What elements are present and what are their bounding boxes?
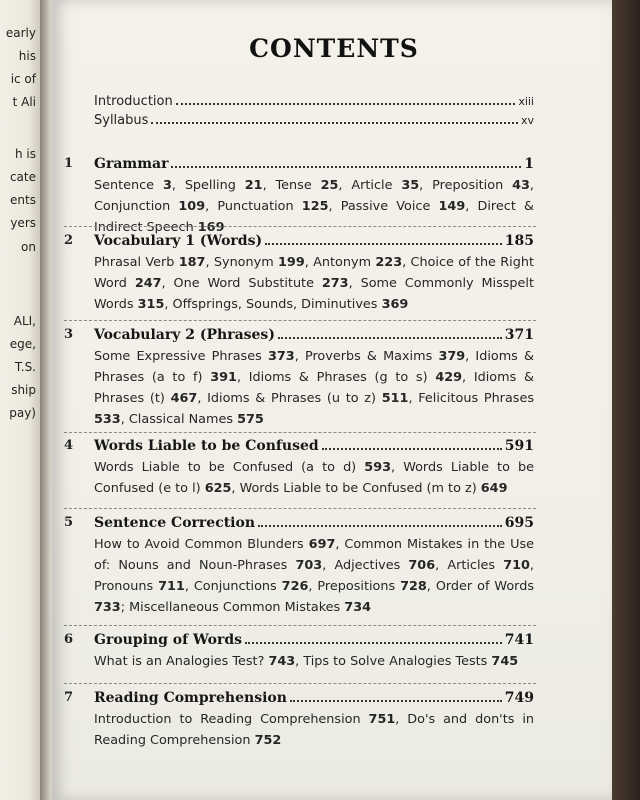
chapter-6 (64, 632, 534, 672)
chapter-7 (64, 690, 534, 751)
left-fragment: ship (11, 383, 36, 397)
chapter-3 (64, 327, 534, 430)
topic-entry (276, 178, 339, 193)
topic-entry (94, 199, 205, 214)
topic-page: 593 (364, 460, 392, 475)
topic-entry (94, 460, 391, 475)
chapter-topics: Phrasal Verb 187, Synonym 199, Antonym 223, Choice of the Right Word 247, One Word Substitute 273, Some Commonly Misspelt Words 315, Offsprings, Sounds, Diminutives 369 (94, 255, 534, 312)
chapter-topics: Words Liable to be Confused (a to d) 593, Words Liable to be Confused (e to l) 625, Words Liable to be Confused (m to z) 649 (94, 460, 535, 496)
chapter-topics: How to Avoid Common Blunders 697, Common Mistakes in the Use of: Nouns and Noun-Phrases 703, Adjectives 706, Articles 710, Pronouns 711, Conjunctions 726, Prepositions 728, Order of Words 733; Miscellaneous Common Mistakes 734 (94, 537, 534, 615)
topic-title: Idioms & Phrases (u to z) (207, 391, 376, 406)
chapter-heading (94, 438, 534, 454)
topic-entry (94, 537, 335, 552)
topic-title: Proverbs & Maxims (304, 349, 433, 364)
chapter-heading (94, 327, 534, 343)
topic-entry (217, 199, 328, 214)
topic-page: 25 (320, 178, 339, 193)
topic-page: 751 (368, 712, 396, 727)
topic-title: Classical Names (128, 412, 234, 427)
topic-title: Choice of the Right Word (94, 255, 534, 291)
topic-title: Tense (275, 178, 312, 193)
chapter-page: 591 (504, 438, 534, 454)
topic-title: Words Liable to be Confused (m to z) (239, 481, 477, 496)
topic-page: 315 (137, 297, 165, 312)
chapter-title: Vocabulary 1 (Words) (94, 233, 263, 249)
left-fragment: ALI, (13, 314, 36, 328)
left-fragment: h is (14, 147, 36, 161)
dot-leader (176, 102, 516, 105)
topic-page: 169 (197, 220, 225, 235)
chapter-topics: Sentence 3, Spelling 21, Tense 25, Article 35, Preposition 43, Conjunction 109, Punctuation 125, Passive Voice 149, Direct & Indirect Speech 169 (94, 178, 534, 235)
left-fragment: on (21, 240, 36, 254)
chapter-title: Vocabulary 2 (Phrases) (94, 327, 275, 343)
chapter-title: Grammar (94, 156, 169, 172)
topic-title: Sentence (94, 178, 155, 193)
topic-title: Common Mistakes in the Use of: Nouns and Noun-Phrases (94, 537, 534, 573)
chapter-heading (94, 156, 534, 172)
topic-page: 109 (178, 199, 206, 214)
chapter-page: 185 (504, 233, 534, 249)
topic-page: 575 (237, 412, 264, 427)
topic-page: 728 (400, 579, 427, 594)
topic-entry (207, 391, 408, 406)
topic-page: 733 (94, 600, 121, 615)
dot-leader (151, 121, 518, 124)
divider (64, 226, 536, 228)
chapter-number: 6 (64, 632, 74, 647)
left-fragment: pay) (9, 406, 36, 420)
chapter-page: 749 (504, 690, 534, 706)
page-title: CONTENTS (249, 34, 419, 63)
left-fragment: ic of (10, 72, 36, 86)
topic-title: Conjunctions (193, 579, 277, 594)
intro-label: Syllabus (94, 113, 149, 128)
dot-leader (290, 699, 502, 702)
dot-leader (278, 336, 502, 339)
chapter-page: 1 (524, 156, 534, 172)
chapter-number: 2 (64, 233, 74, 248)
topic-title: Prepositions (317, 579, 396, 594)
topic-title: One Word Substitute (173, 276, 314, 291)
topic-page: 187 (178, 255, 206, 270)
chapter-5 (64, 515, 534, 618)
topic-page: 199 (278, 255, 305, 270)
divider (64, 320, 536, 322)
topic-page: 429 (435, 370, 463, 385)
topic-title: Felicitous Phrases (418, 391, 534, 406)
chapter-number: 5 (64, 515, 74, 530)
topic-entry (351, 178, 419, 193)
topic-page: 533 (94, 412, 121, 427)
topic-title: Miscellaneous Common Mistakes (129, 600, 341, 615)
topic-page: 247 (134, 276, 162, 291)
intro-page: xiii (518, 95, 534, 108)
topic-page: 726 (281, 579, 309, 594)
chapter-heading (94, 233, 534, 249)
topic-page: 21 (244, 178, 263, 193)
topic-entry (305, 349, 465, 364)
dot-leader (265, 242, 502, 245)
topic-entry (317, 579, 426, 594)
dot-leader (171, 165, 521, 168)
dot-leader (245, 641, 502, 644)
intro-entry-introduction (94, 94, 534, 109)
chapter-title: Reading Comprehension (94, 690, 287, 706)
topic-title: Articles (447, 558, 496, 573)
left-fragment: cate (9, 170, 36, 184)
divider (64, 683, 536, 685)
topic-title: Article (351, 178, 393, 193)
topic-title: Conjunction (94, 199, 171, 214)
topic-entry (174, 276, 349, 291)
topic-title: Idioms & Phrases (a to f) (94, 349, 534, 385)
chapter-number: 1 (64, 156, 74, 171)
chapter-4 (64, 438, 534, 499)
topic-page: 373 (267, 349, 295, 364)
topic-page: 706 (408, 558, 436, 573)
chapter-topics: Some Expressive Phrases 373, Proverbs & Maxims 379, Idioms & Phrases (a to f) 391, Idioms & Phrases (g to s) 429, Idioms & Phrases (t) 467, Idioms & Phrases (u to z) 511, Felicitous Phrases 533, Classical Names 575 (94, 349, 534, 427)
topic-page: 752 (254, 733, 282, 748)
chapter-page: 741 (504, 632, 534, 648)
left-fragment: t Ali (12, 95, 36, 109)
topic-entry (432, 178, 530, 193)
topic-entry (94, 579, 185, 594)
divider (64, 432, 536, 434)
topic-title: Phrasal Verb (94, 255, 175, 270)
topic-page: 467 (170, 391, 198, 406)
left-fragment: ents (10, 193, 36, 207)
topic-page: 511 (381, 391, 409, 406)
topic-page: 734 (344, 600, 372, 615)
topic-page: 35 (401, 178, 420, 193)
left-fragment: T.S. (14, 360, 36, 374)
topic-title: Tips to Solve Analogies Tests (303, 654, 488, 669)
topic-title: Adjectives (334, 558, 401, 573)
topic-entry (341, 199, 465, 214)
chapter-title: Grouping of Words (94, 632, 242, 648)
topic-title: Introduction to Reading Comprehension (94, 712, 361, 727)
topic-title: Direct & Indirect Speech (94, 199, 534, 235)
chapter-topics: What is an Analogies Test? 743, Tips to Solve Analogies Tests 745 (94, 654, 519, 669)
divider (64, 625, 536, 627)
topic-entry (194, 579, 309, 594)
topic-entry (94, 178, 172, 193)
chapter-page: 695 (504, 515, 534, 531)
topic-entry (94, 349, 295, 364)
topic-entry (94, 654, 295, 669)
topic-entry (334, 558, 435, 573)
topic-entry (173, 297, 409, 312)
topic-entry (303, 654, 518, 669)
topic-page: 743 (268, 654, 296, 669)
topic-page: 697 (308, 537, 336, 552)
topic-title: Order of Words (435, 579, 534, 594)
topic-title: Preposition (432, 178, 504, 193)
topic-title: Do's and don'ts in Reading Comprehension (94, 712, 534, 748)
left-fragment: early (5, 26, 36, 40)
topic-title: Words Liable to be Confused (e to l) (94, 460, 535, 496)
topic-title: What is an Analogies Test? (94, 654, 265, 669)
topic-title: Synonym (213, 255, 274, 270)
intro-label: Introduction (94, 94, 173, 109)
topic-title: Idioms & Phrases (t) (94, 370, 534, 406)
topic-title: Antonym (313, 255, 372, 270)
topic-title: Words Liable to be Confused (a to d) (94, 460, 357, 475)
chapter-heading (94, 690, 534, 706)
topic-page: 703 (295, 558, 323, 573)
chapter-number: 7 (64, 690, 74, 705)
topic-title: Some Commonly Misspelt Words (94, 276, 534, 312)
topic-page: 223 (375, 255, 403, 270)
topic-page: 273 (321, 276, 349, 291)
chapter-page: 371 (504, 327, 534, 343)
previous-page-edge (0, 0, 40, 800)
intro-page: xv (520, 114, 534, 127)
dot-leader (322, 447, 502, 450)
contents-page (52, 0, 612, 800)
topic-title: Some Expressive Phrases (94, 349, 262, 364)
chapter-heading (94, 515, 534, 531)
intro-entry-syllabus (94, 113, 534, 128)
left-fragment: yers (10, 216, 36, 230)
chapter-2 (64, 233, 534, 315)
topic-entry (94, 712, 395, 727)
topic-page: 125 (301, 199, 329, 214)
topic-page: 745 (491, 654, 519, 669)
topic-page: 391 (210, 370, 237, 385)
topic-title: Idioms & Phrases (g to s) (248, 370, 428, 385)
topic-entry (214, 255, 305, 270)
chapter-heading (94, 632, 534, 648)
topic-title: Pronouns (94, 579, 154, 594)
left-fragment: ege, (9, 337, 36, 351)
topic-page: 43 (512, 178, 530, 193)
topic-entry (447, 558, 530, 573)
topic-entry (249, 370, 462, 385)
topic-page: 711 (158, 579, 185, 594)
topic-entry (313, 255, 402, 270)
left-fragment: his (18, 49, 36, 63)
chapter-topics: Introduction to Reading Comprehension 751, Do's and don'ts in Reading Comprehension 752 (94, 712, 534, 748)
topic-title: Passive Voice (340, 199, 431, 214)
topic-entry (94, 255, 205, 270)
topic-title: How to Avoid Common Blunders (94, 537, 304, 552)
chapter-title: Sentence Correction (94, 515, 256, 531)
topic-title: Spelling (184, 178, 236, 193)
divider (64, 508, 536, 510)
chapter-title: Words Liable to be Confused (94, 438, 319, 454)
background-surface (612, 0, 640, 800)
topic-entry (240, 481, 508, 496)
topic-page: 3 (162, 178, 172, 193)
topic-entry (129, 412, 264, 427)
topic-page: 710 (503, 558, 530, 573)
chapter-number: 3 (64, 327, 74, 342)
topic-entry (185, 178, 263, 193)
chapter-number: 4 (64, 438, 74, 453)
dot-leader (258, 524, 502, 527)
topic-page: 649 (480, 481, 508, 496)
topic-title: Offsprings, Sounds, Diminutives (172, 297, 378, 312)
topic-page: 149 (438, 199, 466, 214)
topic-page: 369 (381, 297, 409, 312)
topic-entry (129, 600, 371, 615)
topic-page: 625 (204, 481, 232, 496)
topic-title: Punctuation (217, 199, 294, 214)
topic-page: 379 (438, 349, 466, 364)
